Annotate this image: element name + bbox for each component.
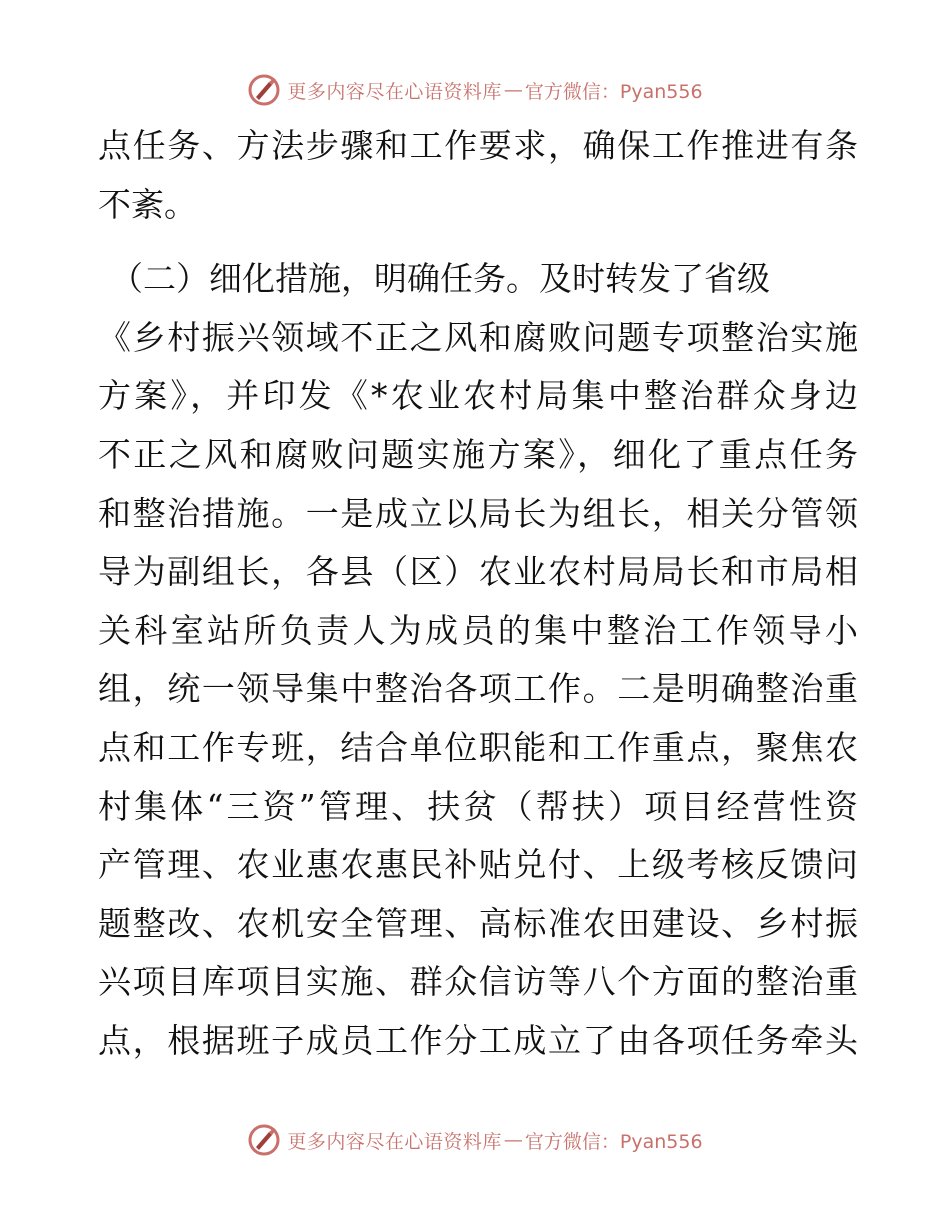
text-line: 和整治措施。一是成立以局长为组长，相关分管领 [98,493,858,533]
footer-watermark [0,1120,950,1160]
text-line: 不正之风和腐败问题实施方案》，细化了重点任务 [98,434,858,474]
document-body [98,117,858,1071]
text-line: 关科室站所负责人为成员的集中整治工作领导小 [98,610,858,650]
text-line: 兴项目库项目实施、群众信访等八个方面的整治重 [98,962,858,1002]
watermark-wechat: 官方微信：Pyan556 [524,1130,703,1153]
watermark-text: 更多内容尽在心语资料库 [287,80,502,103]
text-line: 点和工作专班，结合单位职能和工作重点，聚焦农 [98,727,858,767]
watermark-text: 更多内容尽在心语资料库 [287,1130,502,1153]
watermark-wechat: 官方微信：Pyan556 [524,80,703,103]
watermark-dash: — [503,1129,523,1151]
text-line: 不紊。 [98,184,197,224]
text-line: 题整改、农机安全管理、高标准农田建设、乡村振 [98,903,858,943]
text-line: 村集体“三资”管理、扶贫（帮扶）项目经营性资 [98,786,858,826]
quill-logo-icon [247,1123,281,1157]
quill-logo-icon [247,73,281,107]
watermark-dash: — [503,79,523,101]
text-line: 组，统一领导集中整治各项工作。二是明确整治重 [98,669,858,709]
text-line: 点，根据班子成员工作分工成立了由各项任务牵头 [98,1020,858,1060]
text-line: 方案》，并印发《*农业农村局集中整治群众身边 [98,376,858,416]
text-line: 产管理、农业惠农惠民补贴兑付、上级考核反馈问 [98,845,858,885]
header-watermark [0,70,950,110]
text-line: 《乡村振兴领域不正之风和腐败问题专项整治实施 [98,317,858,357]
text-line: 点任务、方法步骤和工作要求，确保工作推进有条 [98,126,858,165]
text-line: 导为副组长，各县（区）农业农村局局长和市局相 [98,552,858,592]
section-heading-line: （二）细化措施，明确任务。及时转发了省级 [110,259,770,299]
